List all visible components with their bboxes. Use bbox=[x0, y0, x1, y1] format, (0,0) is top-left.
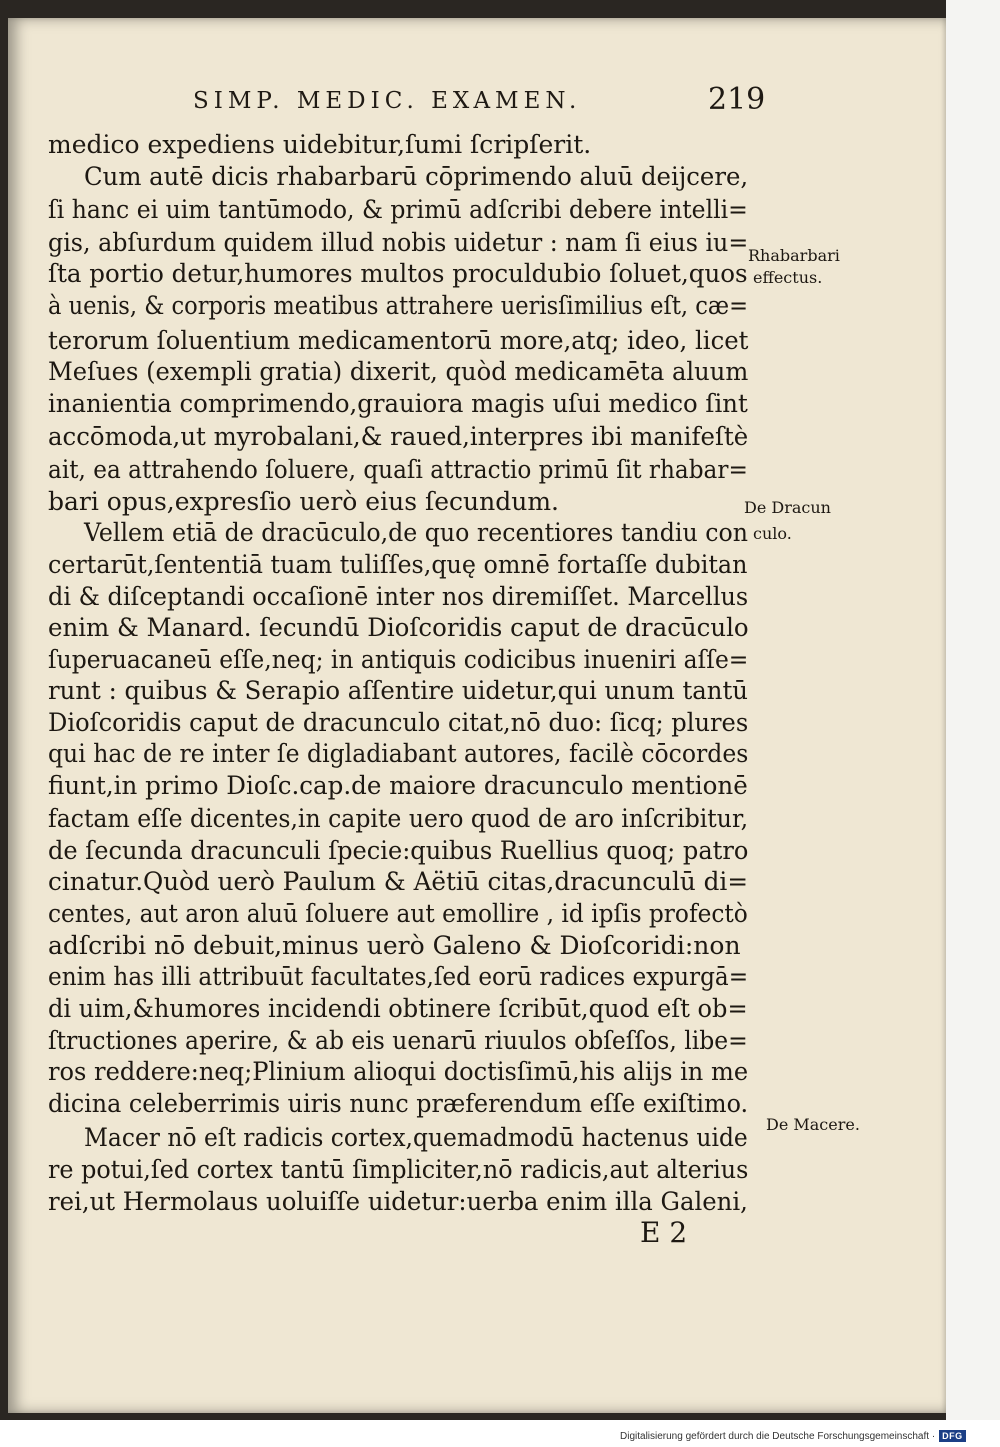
running-title: SIMP. MEDIC. EXAMEN. bbox=[193, 88, 582, 114]
text-line: centes, aut aron aluū ſoluere aut emollire , id ipſis profectò bbox=[48, 899, 748, 928]
text-line: enim & Manard. ſecundū Dioſcoridis caput de dracūculo bbox=[48, 613, 749, 642]
margin-note-culo: culo. bbox=[753, 524, 792, 543]
text-line: Cum autē dicis rhabarbarū cōprimendo aluū deijcere, bbox=[84, 162, 749, 191]
digitization-footer bbox=[620, 1428, 994, 1444]
text-line: certarūt,ſententiā tuam tuliſſes,quę omnē fortaſſe dubitan bbox=[48, 550, 748, 579]
text-line: adſcribi nō debuit,minus uerò Galeno & Dioſcoridi:non bbox=[48, 931, 741, 960]
margin-note-effectus: effectus. bbox=[753, 268, 823, 287]
text-line: accōmoda,ut myrobalani,& raued,interpres ibi manifeſtè bbox=[48, 422, 749, 451]
text-line: Dioſcoridis caput de dracunculo citat,nō duo: ſicq; plures bbox=[48, 708, 749, 737]
text-line: factam eſſe dicentes,in capite uero quod de aro inſcribitur, bbox=[48, 804, 749, 833]
text-line: gis, abſurdum quidem illud nobis uidetur : nam ſi eius iu= bbox=[48, 228, 749, 257]
margin-note-rhabarbari: Rhabarbari bbox=[748, 246, 840, 265]
text-line: ſtructiones aperire, & ab eis uenarū riuulos obſeſſos, libe= bbox=[48, 1026, 748, 1055]
signature-mark: E 2 bbox=[640, 1216, 688, 1249]
text-line: à uenis, & corporis meatibus attrahere uerisſimilius eſt, cæ= bbox=[48, 291, 749, 320]
text-line: Meſues (exempli gratia) dixerit, quòd medicamēta aluum bbox=[48, 357, 749, 386]
text-line: enim has illi attribuūt facultates,ſed eorū radices expurgā= bbox=[48, 962, 749, 991]
text-line: ros reddere:neq;Plinium alioqui doctisſimū,his alijs in me bbox=[48, 1057, 749, 1086]
text-line: qui hac de re inter ſe digladiabant autores, facilè cōcordes bbox=[48, 739, 749, 768]
text-line: Macer nō eſt radicis cortex,quemadmodū hactenus uide bbox=[84, 1123, 748, 1152]
text-line: ait, ea attrahendo ſoluere, quaſi attractio primū ſit rhabar= bbox=[48, 455, 748, 484]
text-line: Vellem etiā de dracūculo,de quo recentiores tandiu con bbox=[84, 518, 748, 547]
text-line: rei,ut Hermolaus uoluiſſe uidetur:uerba enim illa Galeni, bbox=[48, 1187, 748, 1216]
text-line: ſuperuacaneū eſſe,neq; in antiquis codicibus inueniri aſſe= bbox=[48, 645, 749, 674]
text-line: fiunt,in primo Dioſc.cap.de maiore dracunculo mentionē bbox=[48, 771, 748, 800]
page-number: 219 bbox=[708, 82, 766, 117]
text-line: ſta portio detur,humores multos proculdubio ſoluet,quos bbox=[48, 259, 748, 288]
text-line: medico expediens uidebitur,ſumi ſcripſerit. bbox=[48, 130, 592, 159]
footer-credit: Digitalisierung gefördert durch die Deutsche Forschungsgemeinschaft · bbox=[620, 1430, 936, 1442]
text-line: bari opus,expresſio uerò eius ſecundum. bbox=[48, 487, 559, 516]
dfg-logo: DFG bbox=[939, 1430, 966, 1442]
text-line: inanientia comprimendo,grauiora magis uſui medico ſint bbox=[48, 389, 748, 418]
text-line: ſi hanc ei uim tantūmodo, & primū adſcribi debere intelli= bbox=[48, 195, 748, 224]
margin-note-macere: De Macere. bbox=[766, 1115, 860, 1134]
book-page bbox=[8, 18, 946, 1413]
text-line: terorum ſoluentium medicamentorū more,atq; ideo, licet bbox=[48, 326, 749, 355]
text-line: cinatur.Quòd uerò Paulum & Aëtiū citas,dracunculū di= bbox=[48, 867, 748, 896]
text-line: di uim,&humores incidendi obtinere ſcribūt,quod eſt ob= bbox=[48, 994, 748, 1023]
text-line: dicina celeberrimis uiris nunc præferendum eſſe exiſtimo. bbox=[48, 1089, 749, 1118]
margin-note-dracunculo: De Dracun bbox=[744, 498, 831, 517]
text-line: di & diſceptandi occaſionē inter nos diremiſſet. Marcellus bbox=[48, 582, 749, 611]
text-line: runt : quibus & Serapio aſſentire uidetur,qui unum tantū bbox=[48, 676, 748, 705]
right-margin-strip bbox=[946, 0, 1000, 1420]
text-line: re potui,ſed cortex tantū ſimpliciter,nō radicis,aut alterius bbox=[48, 1155, 749, 1184]
text-line: de ſecunda dracunculi ſpecie:quibus Ruellius quoq; patro bbox=[48, 836, 749, 865]
